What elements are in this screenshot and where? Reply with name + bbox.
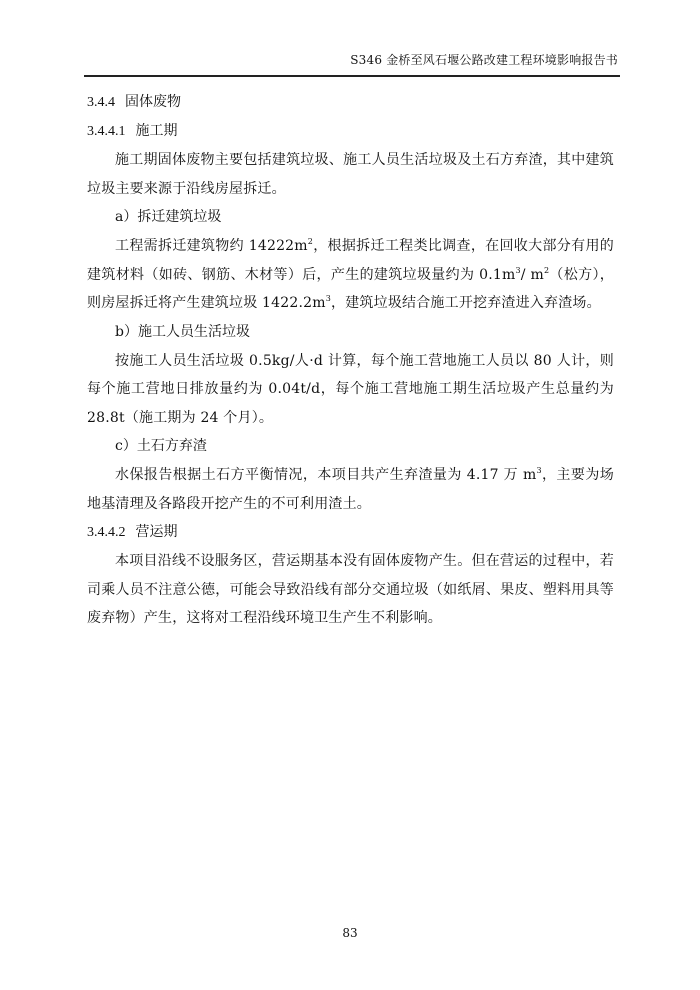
- page-number: 83: [342, 926, 358, 940]
- item-c-label: c）土石方弃渣: [115, 438, 207, 454]
- section-title: 固体废物: [125, 94, 181, 110]
- subsection-number: 3.4.4.2: [87, 525, 126, 540]
- item-a-label: a）拆迁建筑垃圾: [115, 209, 222, 225]
- item-a-text-2: ，根据拆迁工程类比调查，在回收大部分有用的建筑材料（如砖、钢筋、木材等）后，产生的建筑垃圾量约为 0.1m: [87, 238, 614, 283]
- item-a-paragraph: [87, 232, 614, 318]
- subsection-heading-construction: [87, 117, 614, 146]
- item-c-text-2: ，主要为场地基清理及各路段开挖产生的不可利用渣土。: [87, 467, 614, 512]
- header-divider: [84, 75, 620, 77]
- item-c-text-1: 水保报告根据土石方平衡情况，本项目共产生弃渣量为 4.17 万 m: [115, 467, 537, 483]
- subsection-number: 3.4.4.1: [87, 124, 126, 139]
- item-a-sup-2: 3: [515, 265, 521, 275]
- item-a-text-3: / m: [520, 266, 544, 283]
- item-b-label: b）施工人员生活垃圾: [115, 323, 250, 340]
- item-c-sup-1: 3: [536, 466, 542, 475]
- section-number: 3.4.4: [87, 95, 115, 110]
- item-a-text-1: 工程需拆迁建筑物约 14222m: [115, 238, 308, 254]
- subsection-title: 施工期: [135, 123, 178, 139]
- section-heading: [87, 88, 614, 117]
- item-a-sup-4: 3: [325, 294, 332, 303]
- construction-intro-paragraph: 施工期固体废物主要包括建筑垃圾、施工人员生活垃圾及土石方弃渣，其中建筑垃圾主要来源于沿线房屋拆迁。: [87, 152, 614, 197]
- subsection-title: 营运期: [135, 524, 178, 540]
- item-a-text-4: （松方），则房屋拆迁将产生建筑垃圾 1422.2m: [87, 266, 615, 311]
- subsection-heading-operation: [87, 518, 614, 547]
- item-a-text-5: ，建筑垃圾结合施工开挖弃渣进入弃渣场。: [331, 295, 601, 311]
- page-content: [87, 88, 614, 633]
- item-a-sup-1: 2: [307, 237, 314, 246]
- operation-paragraph: 本项目沿线不设服务区，营运期基本没有固体废物产生。但在营运的过程中，若司乘人员不注意公德，可能会导致沿线有部分交通垃圾（如纸屑、果皮、塑料用具等废弃物）产生，这将对工程沿线环境卫生产生不利影响。: [87, 553, 614, 626]
- item-c-paragraph: [87, 461, 614, 518]
- item-b-paragraph: 按施工人员生活垃圾 0.5kg/人·d 计算，每个施工营地施工人员以 80 人计，则每个施工营地日排放量约为 0.04t/d，每个施工营地施工期生活垃圾产生总量约为 28.8t（施工期为 24 个月）。: [87, 352, 614, 426]
- document-header-title: S346 金桥至风石堰公路改建工程环境影响报告书: [350, 53, 618, 67]
- item-a-sup-3: 2: [543, 265, 550, 275]
